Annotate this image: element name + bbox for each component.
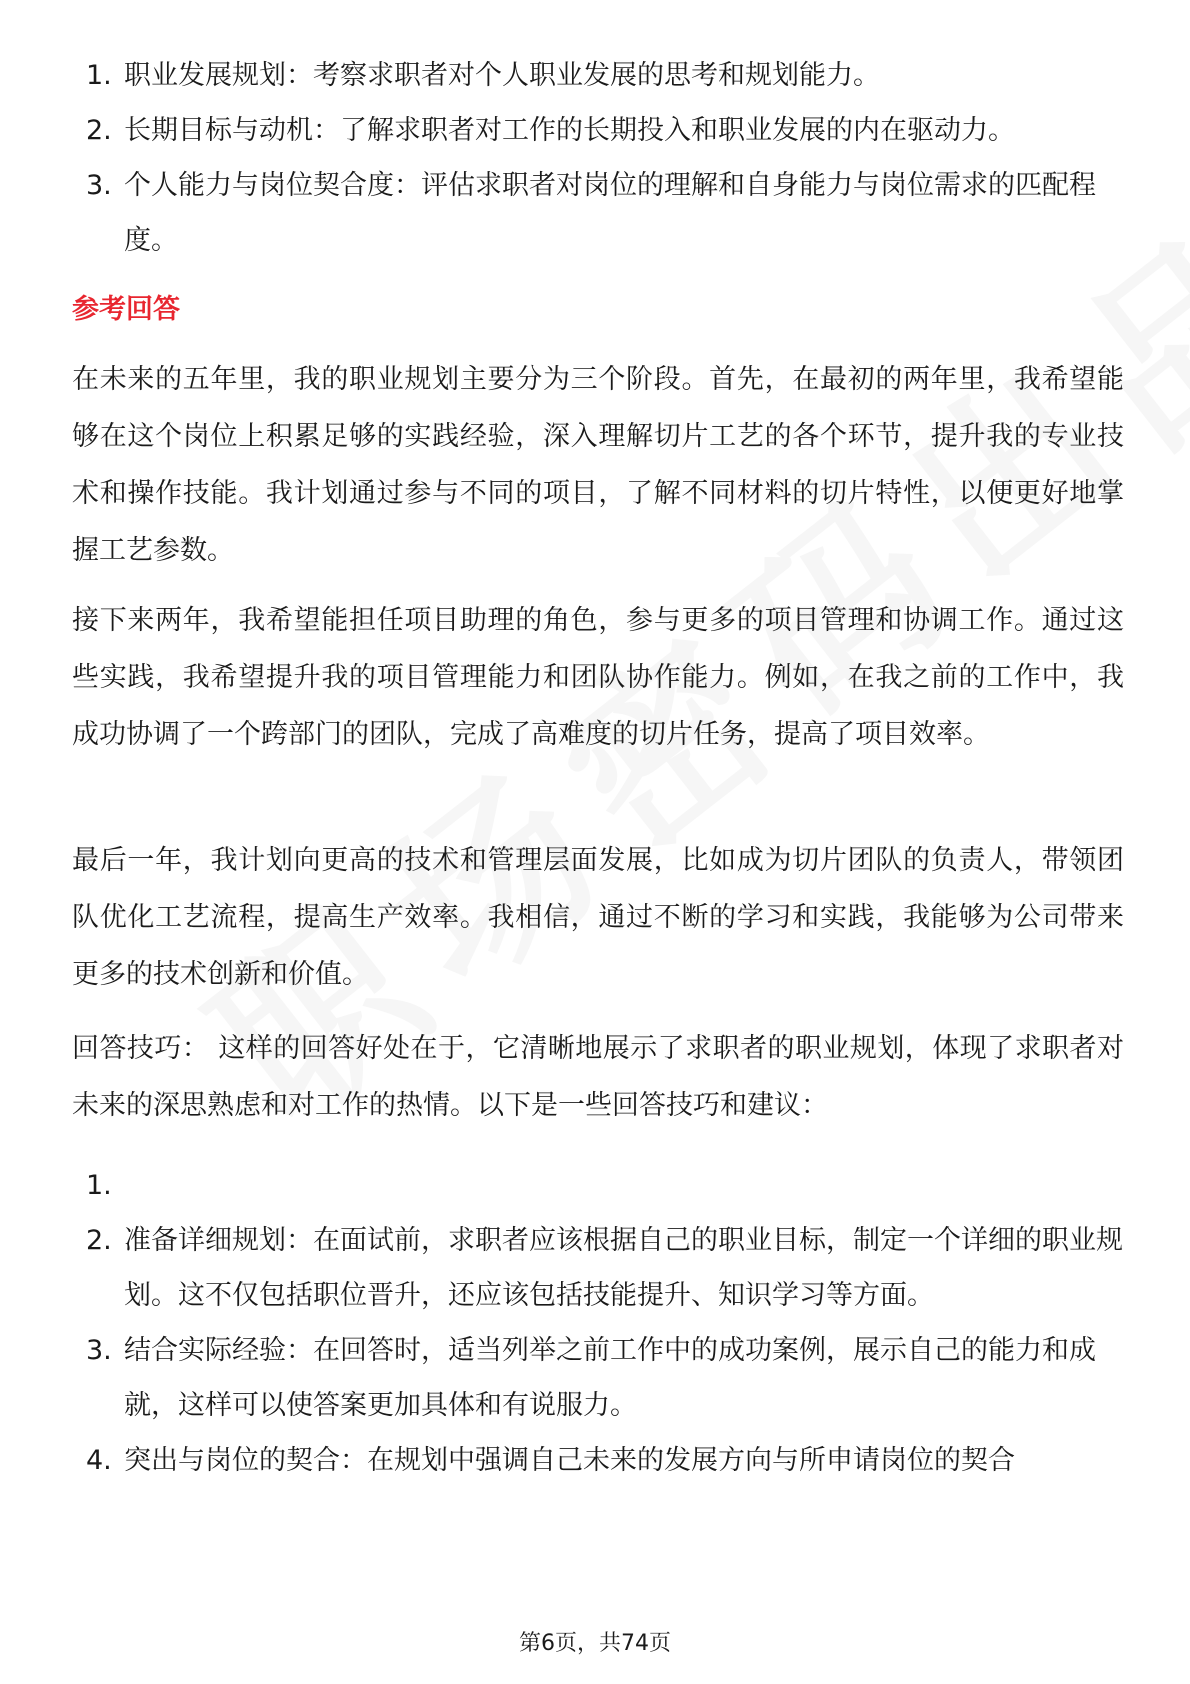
intent-list	[72, 48, 1124, 268]
list-item: 1. 职业发展规划：考察求职者对个人职业发展的思考和规划能力。	[86, 60, 880, 91]
list-item: 4. 突出与岗位的契合：在规划中强调自己未来的发展方向与所申请岗位的契合	[86, 1445, 1015, 1476]
tips-paragraph: 回答技巧： 这样的回答好处在于，它清晰地展示了求职者的职业规划，体现了求职者对未来的深思熟虑和对工作的热情。以下是一些回答技巧和建议：	[72, 1033, 1124, 1121]
answer-paragraph-3: 最后一年，我计划向更高的技术和管理层面发展，比如成为切片团队的负责人，带领团队优化工艺流程，提高生产效率。我相信，通过不断的学习和实践，我能够为公司带来更多的技术创新和价值。	[72, 845, 1124, 990]
answer-paragraph-2: 接下来两年，我希望能担任项目助理的角色，参与更多的项目管理和协调工作。通过这些实践，我希望提升我的项目管理能力和团队协作能力。例如，在我之前的工作中，我成功协调了一个跨部门的团队，完成了高难度的切片任务，提高了项目效率。	[72, 605, 1124, 750]
answer-paragraph-1: 在未来的五年里，我的职业规划主要分为三个阶段。首先，在最初的两年里，我希望能够在这个岗位上积累足够的实践经验，深入理解切片工艺的各个环节，提升我的专业技术和操作技能。我计划通过参与不同的项目，了解不同材料的切片特性，以便更好地掌握工艺参数。	[72, 364, 1124, 566]
list-item: 2. 长期目标与动机：了解求职者对工作的长期投入和职业发展的内在驱动力。	[86, 115, 1015, 146]
list-item: 3. 个人能力与岗位契合度：评估求职者对岗位的理解和自身能力与岗位需求的匹配程度。	[86, 170, 1096, 256]
section-heading: 参考回答	[72, 294, 180, 325]
list-item: 3. 结合实际经验：在回答时，适当列举之前工作中的成功案例，展示自己的能力和成就，这样可以使答案更加具体和有说服力。	[86, 1335, 1096, 1421]
page-number: 第6页，共74页	[519, 1631, 671, 1656]
list-item: 1.	[86, 1170, 112, 1201]
tips-list	[72, 1158, 1124, 1488]
list-item: 2. 准备详细规划：在面试前，求职者应该根据自己的职业目标，制定一个详细的职业规划。这不仅包括职位晋升，还应该包括技能提升、知识学习等方面。	[86, 1225, 1123, 1311]
